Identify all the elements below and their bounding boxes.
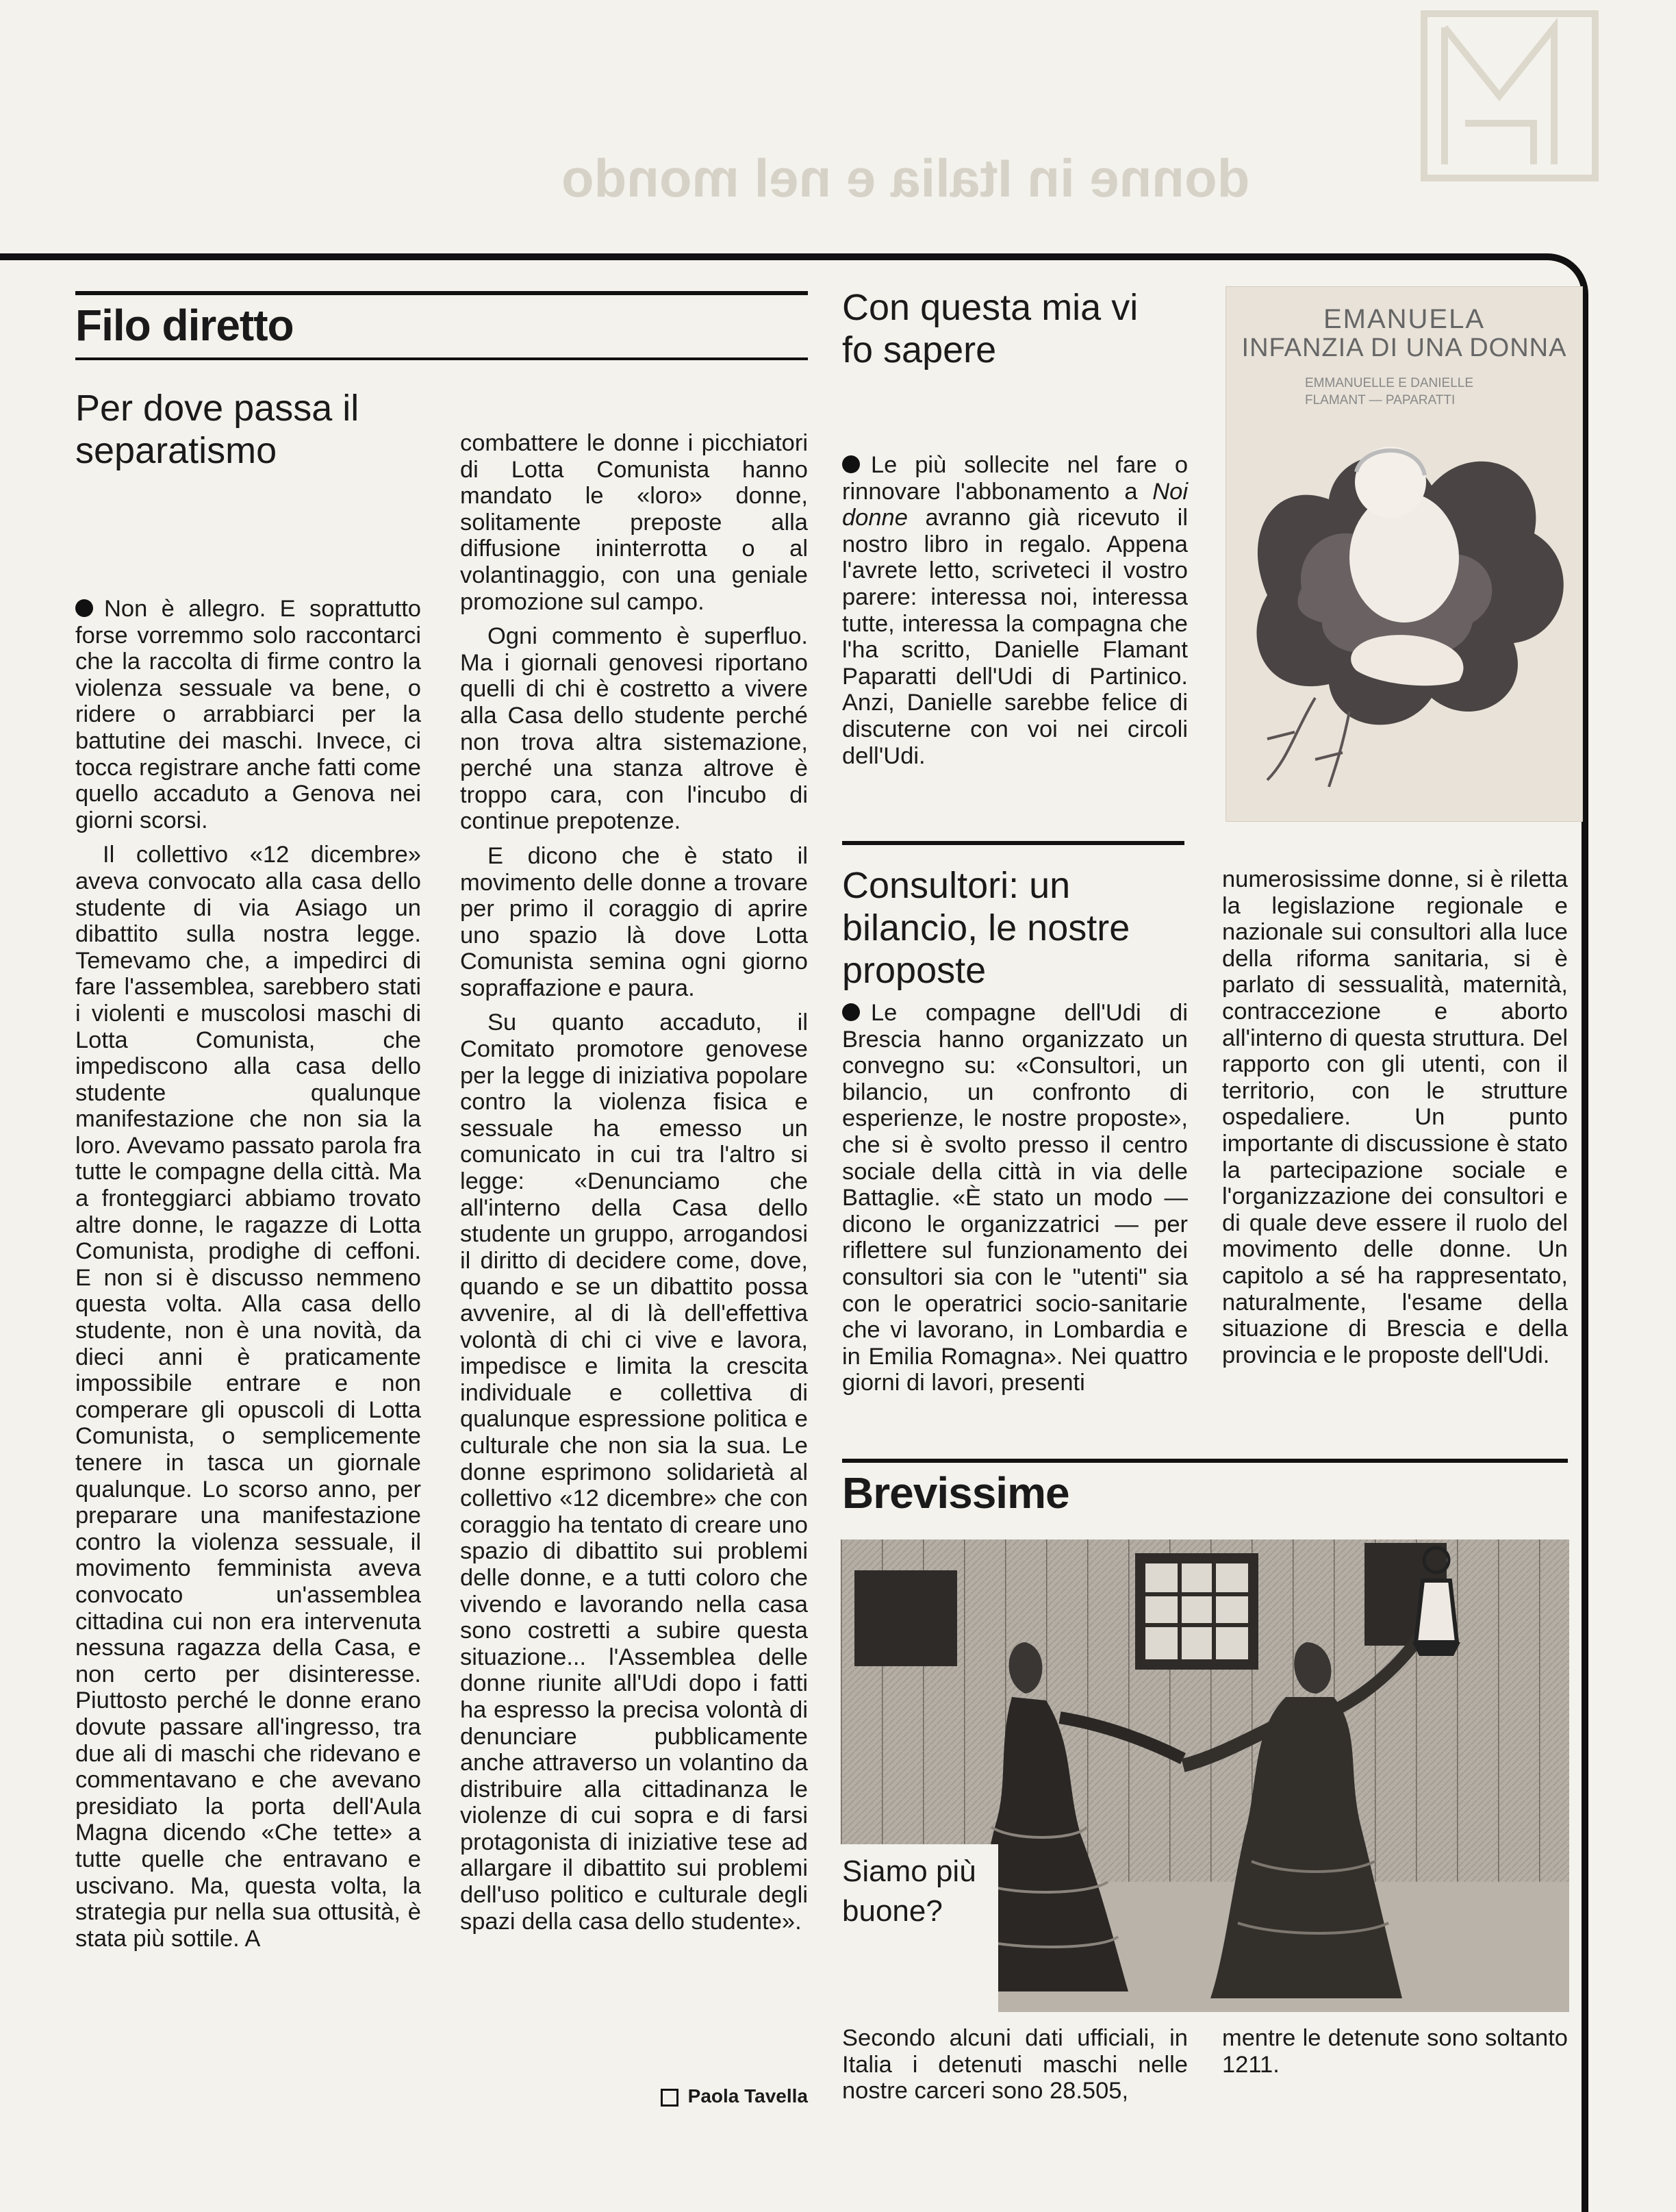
paragraph: Su quanto accaduto, il Comitato promotore genovese per la legge di iniziativa popolare contro la violenza fisica e sessuale ha emesso un comunicato in cui tra l'altro si legge: «Denunciamo che all'interno della Casa dello studente un gruppo, arrogandosi il diritto di decidere come, dove, quando e se un dibattito possa avvenire, al di là dell'effettiva volontà di chi ci vive e lavora, impedisce e limita la crescita individuale e collettiva di qualunque espressione politica e culturale che non sia la sua. Le donne esprimono solidarietà al collettivo «12 dicembre» che con coraggio ha tentato di creare uno spazio di dibattito sui problemi delle donne, e a tutti coloro che vivendo e lavorando nella casa sono costretti a subire questa situazione... l'Assemblea delle donne riunite all'Udi dopo i fatti ha espresso la precisa volontà di denunciare pubblicamente anche attraverso un volantino da distribuire alla cittadinanza le violenze di cui sopra e di farsi protagonista di iniziative tese ad allargare il dibattito sui problemi dell'uso politico e culturale degli spazi della casa dello studente». xyxy=(460,1009,808,1935)
brevissime-column-1: Secondo alcuni dati ufficiali, in Italia i detenuti maschi nelle nostre carceri sono 28.505, xyxy=(842,2025,1188,2104)
square-icon xyxy=(661,2089,678,2107)
brevissime-column-2: mentre le detenute sono soltanto 1211. xyxy=(1222,2025,1568,2078)
paragraph: Ogni commento è superfluo. Ma i giornali genovesi riportano quelli di chi è costretto a vivere alla Casa dello studente perché non trova altra sistemazione, perché una stanza altrove è troppo cara, con l'incubo di continue prepotenze. xyxy=(460,623,808,835)
section-rule xyxy=(842,1459,1568,1463)
section-rule xyxy=(842,841,1184,845)
con-questa-body: Le più sollecite nel fare o rinnovare l'abbonamento a Noi donne avranno già ricevuto il nostro libro in regalo. Appena l'avrete letto, scriveteci il vostro parere: interessa noi, interessa tutte, interessa la compagna che l'ha scritto, Danielle Flamant Paparatti dell'Udi di Partinico. Anzi, Danielle sarebbe felice di discuterne con voi nei circoli dell'Udi. xyxy=(842,452,1188,769)
paragraph: E dicono che è stato il movimento delle donne a trovare per primo il coraggio di aprire uno spazio là dove Lotta Comunista semina ogni giorno sopraffazione e paura. xyxy=(460,842,808,1001)
paragraph: combattere le donne i picchiatori di Lotta Comunista hanno mandato le «loro» donne, solitamente preposte alla diffusione ininterrotta o al volantinaggio, con una geniale promozione sul campo. xyxy=(460,430,808,615)
headline-consultori: Consultori: un bilancio, le nostre proposte xyxy=(842,865,1130,991)
bullet-icon xyxy=(842,455,860,473)
magazine-name: Noi donne xyxy=(842,478,1188,531)
bullet-icon xyxy=(75,599,93,617)
bullet-icon xyxy=(842,1003,860,1021)
headline-separatismo: Per dove passa il separatismo xyxy=(75,388,359,471)
paragraph: Non è allegro. E soprattutto forse vorremmo solo raccontarci che la raccolta di firme contro la violenza sessuale va bene, o ridere o arrabbiarci per la battutine dei maschi. Invece, ci tocca registrare anche fatti come quello accaduto a Genova nei giorni scorsi. xyxy=(75,596,421,833)
masthead-logo xyxy=(1404,0,1623,195)
paragraph: Il collettivo «12 dicembre» aveva convocato alla casa dello studente di via Asiago un dibattito sulla nostra legge. Temevamo che, a impedirci di fare l'assemblea, sarebbero stati i violenti e muscolosi maschi di Lotta Comunista, che impediscono alla casa dello studente qualunque manifestazione che non sia la loro. Avevamo passato parola fra tutte le compagne della città. Ma a fronteggiarci abbiamo trovato altre donne, le ragazze di Lotta Comunista, prodighe di ceffoni. E non si è discusso nemmeno questa volta. Alla casa dello studente, non è una novità, da dieci anni è praticamente impossibile entrare e non comperare gli opuscoli di Lotta Comunista, o semplicemente tenere in tasca un giornale qualunque. Lo scorso anno, per preparare una manifestazione contro la violenza sessuale, il movimento femminista aveva convocato un'assemblea cittadina cui non era intervenuta nessuna ragazza della Casa, e non certo per disinteresse. Piuttosto perché le donne erano dovute passare all'ingresso, tra due ali di maschi che ridevano e commentavano e che avevano presidiato la porta dell'Aula Magna dicendo «Che tette» a tutte quelle che entravano e uscivano. Ma, questa volta, la strategia pur nella sua ottusità, è stata più sottile. A xyxy=(75,842,421,1952)
book-title: EMANUELA xyxy=(1323,304,1486,334)
section-rule xyxy=(75,291,808,295)
image-caption: Siamo più buone? xyxy=(842,1855,976,1928)
book-cover xyxy=(1226,286,1583,822)
engraving-illustration xyxy=(841,1539,1569,2012)
signature: Paola Tavella xyxy=(602,2085,808,2107)
book-subtitle: INFANZIA DI UNA DONNA xyxy=(1241,334,1567,362)
mirrored-masthead: donne in Italia e nel mondo xyxy=(561,148,1250,208)
consultori-column-2: numerosissime donne, si è riletta la legislazione regionale e nazionale sui consultori alla luce della riforma sanitaria, si è parlato di sessualità, maternità, contraccezione e aborto all'interno di questa struttura. Del rapporto con gli utenti, con il territorio, con le strutture ospedaliere. Un punto importante di discussione è stato la partecipazione sociale e l'organizzazione dei consultori e di quale deve essere il ruolo del movimento delle donne. Un capitolo a sé ha rappresentato, naturalmente, l'esame della situazione di Brescia e della provincia e le proposte dell'Udi. xyxy=(1222,866,1568,1368)
article-column-1 xyxy=(75,596,421,2109)
book-authors: FLAMANT — PAPARATTI xyxy=(1305,393,1456,407)
headline-con-questa: Con questa mia vi fo sapere xyxy=(842,287,1139,370)
section-rule xyxy=(75,357,808,360)
section-title-brevissime: Brevissime xyxy=(842,1468,1069,1518)
section-title-filo-diretto: Filo diretto xyxy=(75,301,294,350)
book-authors: EMMANUELLE E DANIELLE xyxy=(1305,376,1474,390)
consultori-column-1: Le compagne dell'Udi di Brescia hanno organizzato un convegno su: «Consultori, un bilancio, un confronto di esperienze, le nostre proposte», che si è svolto presso il centro sociale della città in via delle Battaglie. «È stato un modo — dicono le organizzatrici — per riflettere sul funzionamento dei consultori sia con le "utenti" sia con le operatrici socio-sanitarie che vi lavorano, in Lombardia e in Emilia Romagna». Nei quattro giorni di lavori, presenti xyxy=(842,1000,1188,1396)
article-column-2 xyxy=(460,430,808,2087)
flower-child-illustration xyxy=(1226,410,1582,794)
